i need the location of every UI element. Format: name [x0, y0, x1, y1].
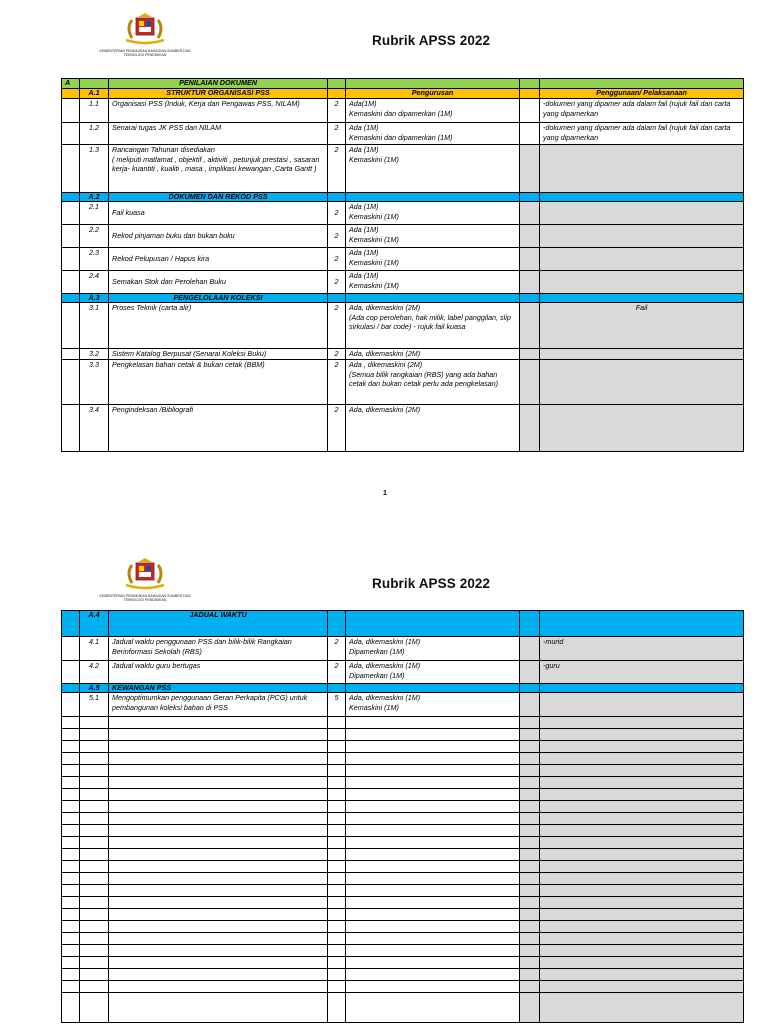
- table-row: [62, 202, 744, 225]
- page-2: [0, 545, 768, 1024]
- section-header-row: [62, 79, 744, 89]
- item-pengurusan: Ada (1M) Kemaskini (1M): [346, 271, 520, 294]
- item-penggunaan: -dokumen yang dipamer ada dalam fail (rujuk fail dan carta yang dipamerkan: [540, 99, 744, 123]
- subsection-code: A.5: [80, 684, 109, 693]
- item-pengurusan: Ada (1M) Kemaskini dan dipamerkan (1M): [346, 123, 520, 145]
- item-text: Proses Teknik (carta alir): [109, 303, 328, 349]
- subsection-header-row: [62, 193, 744, 202]
- empty-table-row: [62, 813, 744, 825]
- item-mark: 2: [328, 303, 346, 349]
- item-mark: 2: [328, 271, 346, 294]
- item-mark: 2: [328, 248, 346, 271]
- empty-table-row: [62, 921, 744, 933]
- item-text: Sistem Katalog Berpusat (Senarai Koleksi Buku): [109, 349, 328, 360]
- item-mark: 2: [328, 360, 346, 405]
- item-penggunaan: Fail: [540, 303, 744, 349]
- item-text: Jadual waktu guru bertugas: [109, 661, 328, 684]
- item-text: Organisasi PSS (Induk, Kerja dan Pengawas PSS, NILAM): [109, 99, 328, 123]
- rubric-table-1: [61, 78, 744, 452]
- subsection-header-row: [62, 89, 744, 99]
- item-text: Fail kuasa: [109, 202, 328, 225]
- crest-logo: [99, 12, 191, 60]
- empty-table-row: [62, 765, 744, 777]
- item-text: Rekod Pelupusan / Hapus kira: [109, 248, 328, 271]
- empty-table-row: [62, 861, 744, 873]
- item-text: Mengoptimumkan penggunaan Geran Perkapita (PCG) untuk pembangunan koleksi bahan di PSS: [109, 693, 328, 717]
- empty-table-row: [62, 969, 744, 981]
- item-text: Rekod pinjaman buku dan bukan buku: [109, 225, 328, 248]
- page-number: 1: [383, 490, 387, 497]
- item-number: 1.3: [80, 145, 109, 193]
- item-number: 2.4: [80, 271, 109, 294]
- item-number: 1.1: [80, 99, 109, 123]
- crest-caption: KEMENTERIAN PENDIDIKAN BAHAGIAN SUMBER DAN TEKNOLOGI PENDIDIKAN: [99, 49, 191, 57]
- item-text: Pengindeksan /Bibliografi: [109, 405, 328, 452]
- item-text: Pengkelasan bahan cetak & bukan cetak (BBM): [109, 360, 328, 405]
- item-penggunaan: -guru: [540, 661, 744, 684]
- page-title: Rubrik APSS 2022: [372, 576, 491, 591]
- item-pengurusan: Ada, dikemaskini (2M) (Ada cop perolehan, hak milik, label panggilan, slip sirkulasi / bar code) - rujuk fail kuasa: [346, 303, 520, 349]
- empty-table-row: [62, 873, 744, 885]
- item-pengurusan: Ada, dikemaskini (1M) Kemaskini (1M): [346, 693, 520, 717]
- item-pengurusan: Ada (1M) Kemaskini (1M): [346, 225, 520, 248]
- subsection-title: KEWANGAN PSS: [109, 684, 328, 693]
- subsection-code: A.1: [80, 89, 109, 99]
- item-mark: 2: [328, 405, 346, 452]
- empty-table-row: [62, 825, 744, 837]
- item-penggunaan: -murid: [540, 637, 744, 661]
- table-row: [62, 693, 744, 717]
- item-text: Jadual waktu penggunaan PSS dan bilik-bilik Rangkaian Berinformasi Sekolah (RBS): [109, 637, 328, 661]
- empty-table-row: [62, 933, 744, 945]
- item-mark: 2: [328, 202, 346, 225]
- table-row: [62, 405, 744, 452]
- empty-table-row: [62, 957, 744, 969]
- section-code: A: [62, 79, 80, 89]
- item-number: 1.2: [80, 123, 109, 145]
- subsection-code: A.3: [80, 294, 109, 303]
- table-row: [62, 225, 744, 248]
- empty-table-row: [62, 837, 744, 849]
- table-row: [62, 637, 744, 661]
- empty-table-row: [62, 801, 744, 813]
- item-penggunaan: -dokumen yang dipamer ada dalam fail (rujuk fail dan carta yang dipamerkan: [540, 123, 744, 145]
- item-pengurusan: Ada (1M) Kemaskini (1M): [346, 145, 520, 193]
- item-mark: 5: [328, 693, 346, 717]
- item-text: Senarai tugas JK PSS dan NILAM: [109, 123, 328, 145]
- crest-logo: [99, 557, 191, 605]
- subsection-code: A.2: [80, 193, 109, 202]
- empty-table-row: [62, 849, 744, 861]
- item-mark: 2: [328, 661, 346, 684]
- item-pengurusan: Ada, dikemaskini (2M): [346, 405, 520, 452]
- item-mark: 2: [328, 225, 346, 248]
- crest-caption: KEMENTERIAN PENDIDIKAN BAHAGIAN SUMBER DAN TEKNOLOGI PENDIDIKAN: [99, 594, 191, 602]
- table-row: [62, 248, 744, 271]
- item-pengurusan: Ada (1M) Kemaskini (1M): [346, 248, 520, 271]
- table-row: [62, 303, 744, 349]
- empty-table-row: [62, 945, 744, 957]
- table-row: [62, 123, 744, 145]
- item-pengurusan: Ada, dikemaskini (1M) Dipamerkan (1M): [346, 637, 520, 661]
- item-pengurusan: Ada , dikemaskini (2M) (Semua bilik rangkaian (RBS) yang ada bahan cetak dan bukan cetak perlu ada pengkelasan): [346, 360, 520, 405]
- subsection-header-row: [62, 294, 744, 303]
- table-row: [62, 360, 744, 405]
- empty-table-row: [62, 993, 744, 1023]
- coat-of-arms-icon: [110, 12, 180, 48]
- item-mark: 2: [328, 123, 346, 145]
- item-pengurusan: Ada, dikemaskini (2M): [346, 349, 520, 360]
- subsection-title: DOKUMEN DAN REKOD PSS: [109, 193, 328, 202]
- page-1: [0, 0, 768, 497]
- subsection-header-row: [62, 611, 744, 637]
- item-text: Rancangan Tahunan disediakan ( meliputi matlamat , objektif , aktiviti , petunjuk prestasi , sasaran kerja- kuantiti , kualiti , masa , implikasi kewangan ,Carta Gantt ): [109, 145, 328, 193]
- table-row: [62, 99, 744, 123]
- item-mark: 2: [328, 637, 346, 661]
- empty-table-row: [62, 717, 744, 729]
- item-number: 3.3: [80, 360, 109, 405]
- empty-table-row: [62, 789, 744, 801]
- item-number: 3.4: [80, 405, 109, 452]
- item-number: 4.2: [80, 661, 109, 684]
- column-header-penggunaan: Penggunaan/ Pelaksanaan: [540, 89, 744, 99]
- item-number: 3.1: [80, 303, 109, 349]
- item-number: 5.1: [80, 693, 109, 717]
- subsection-title: JADUAL WAKTU: [109, 611, 328, 637]
- subsection-title: PENGELOLAAN KOLEKSI: [109, 294, 328, 303]
- item-number: 2.2: [80, 225, 109, 248]
- item-pengurusan: Ada (1M) Kemaskini (1M): [346, 202, 520, 225]
- item-number: 2.1: [80, 202, 109, 225]
- empty-table-row: [62, 885, 744, 897]
- empty-table-row: [62, 897, 744, 909]
- item-text: Semakan Stok dan Perolehan Buku: [109, 271, 328, 294]
- page-title: Rubrik APSS 2022: [372, 33, 491, 48]
- table-row: [62, 349, 744, 360]
- section-title: PENILAIAN DOKUMEN: [109, 79, 328, 89]
- item-pengurusan: Ada(1M) Kemaskini dan dipamerkan (1M): [346, 99, 520, 123]
- empty-table-row: [62, 777, 744, 789]
- item-pengurusan: Ada, dikemaskini (1M) Dipamerkan (1M): [346, 661, 520, 684]
- subsection-code: A.4: [80, 611, 109, 637]
- item-mark: 2: [328, 349, 346, 360]
- empty-table-row: [62, 729, 744, 741]
- empty-table-row: [62, 741, 744, 753]
- table-row: [62, 145, 744, 193]
- rubric-table-2: [61, 610, 744, 1023]
- empty-table-row: [62, 981, 744, 993]
- empty-table-row: [62, 909, 744, 921]
- subsection-title: STRUKTUR ORGANISASI PSS: [109, 89, 328, 99]
- item-number: 4.1: [80, 637, 109, 661]
- item-mark: 2: [328, 99, 346, 123]
- column-header-pengurusan: Pengurusan: [346, 89, 520, 99]
- item-mark: 2: [328, 145, 346, 193]
- empty-table-row: [62, 753, 744, 765]
- table-row: [62, 271, 744, 294]
- subsection-header-row: [62, 684, 744, 693]
- item-number: 3.2: [80, 349, 109, 360]
- item-number: 2.3: [80, 248, 109, 271]
- coat-of-arms-icon: [110, 557, 180, 593]
- table-row: [62, 661, 744, 684]
